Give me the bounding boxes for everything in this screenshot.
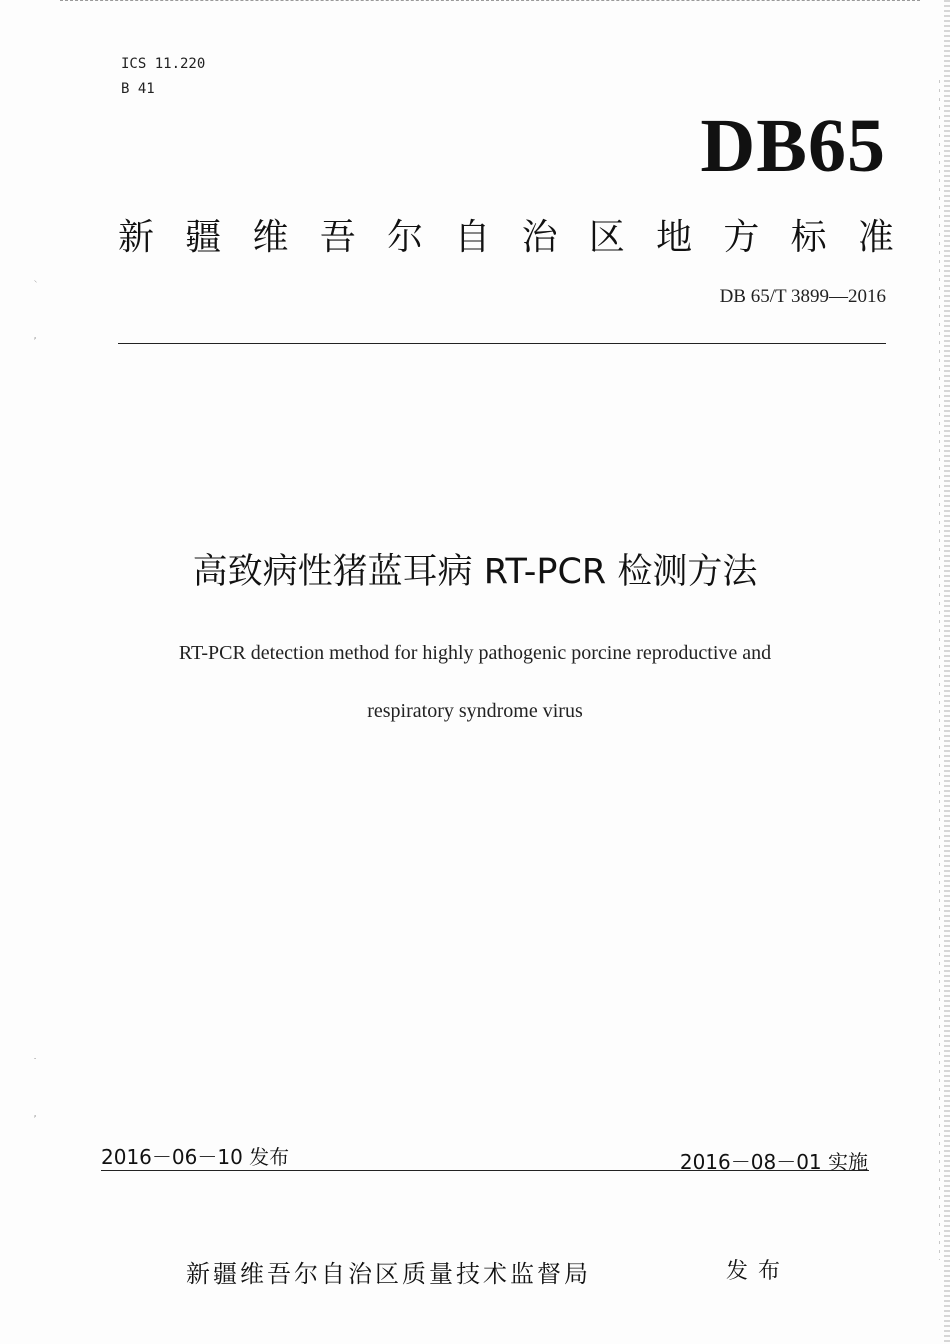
- title-char: 吾: [319, 217, 356, 258]
- title-char: 准: [857, 217, 894, 258]
- standard-code: DB 65/T 3899—2016: [719, 286, 886, 307]
- title-char: 区: [588, 217, 625, 258]
- scan-speck: ⸜: [34, 277, 38, 284]
- scan-speck: ⸗: [34, 1113, 36, 1120]
- scan-speck: -: [34, 1055, 37, 1062]
- document-title-english: [60, 624, 890, 740]
- title-char: 治: [521, 217, 558, 258]
- publisher-name: 新疆维吾尔自治区质量技术监督局: [186, 1260, 591, 1288]
- classification-codes: [121, 52, 205, 102]
- title-char: 新: [118, 217, 155, 258]
- title-char: 自: [454, 217, 491, 258]
- header-divider: [118, 343, 886, 344]
- document-title-chinese: 高致病性猪蓝耳病 RT-PCR 检测方法: [192, 552, 758, 592]
- title-en-line: respiratory syndrome virus: [367, 700, 583, 722]
- scan-edge-right: [944, 0, 950, 1344]
- title-char: 标: [790, 217, 827, 258]
- publish-label: 发布: [726, 1259, 791, 1284]
- title-en-line: RT-PCR detection method for highly pathogenic porcine reproductive and: [178, 642, 772, 664]
- scan-edge-right-inner: [939, 80, 940, 1260]
- ics-code: ICS 11.220: [121, 56, 206, 72]
- title-char: 地: [656, 217, 693, 258]
- issue-date: 2016－06－10 发布: [101, 1145, 290, 1169]
- implementation-date: 2016－08－01 实施: [679, 1150, 868, 1174]
- title-char: 维: [252, 217, 289, 258]
- title-char: 疆: [185, 217, 222, 258]
- standard-type-title: [118, 216, 894, 260]
- scan-speck: ⸗: [34, 335, 36, 342]
- title-char: 尔: [387, 217, 424, 258]
- date-divider: [101, 1170, 869, 1171]
- db65-logo: DB65: [700, 104, 886, 188]
- ccs-code: B 41: [121, 81, 155, 97]
- scan-edge-top: [60, 0, 920, 7]
- title-char: 方: [723, 217, 760, 258]
